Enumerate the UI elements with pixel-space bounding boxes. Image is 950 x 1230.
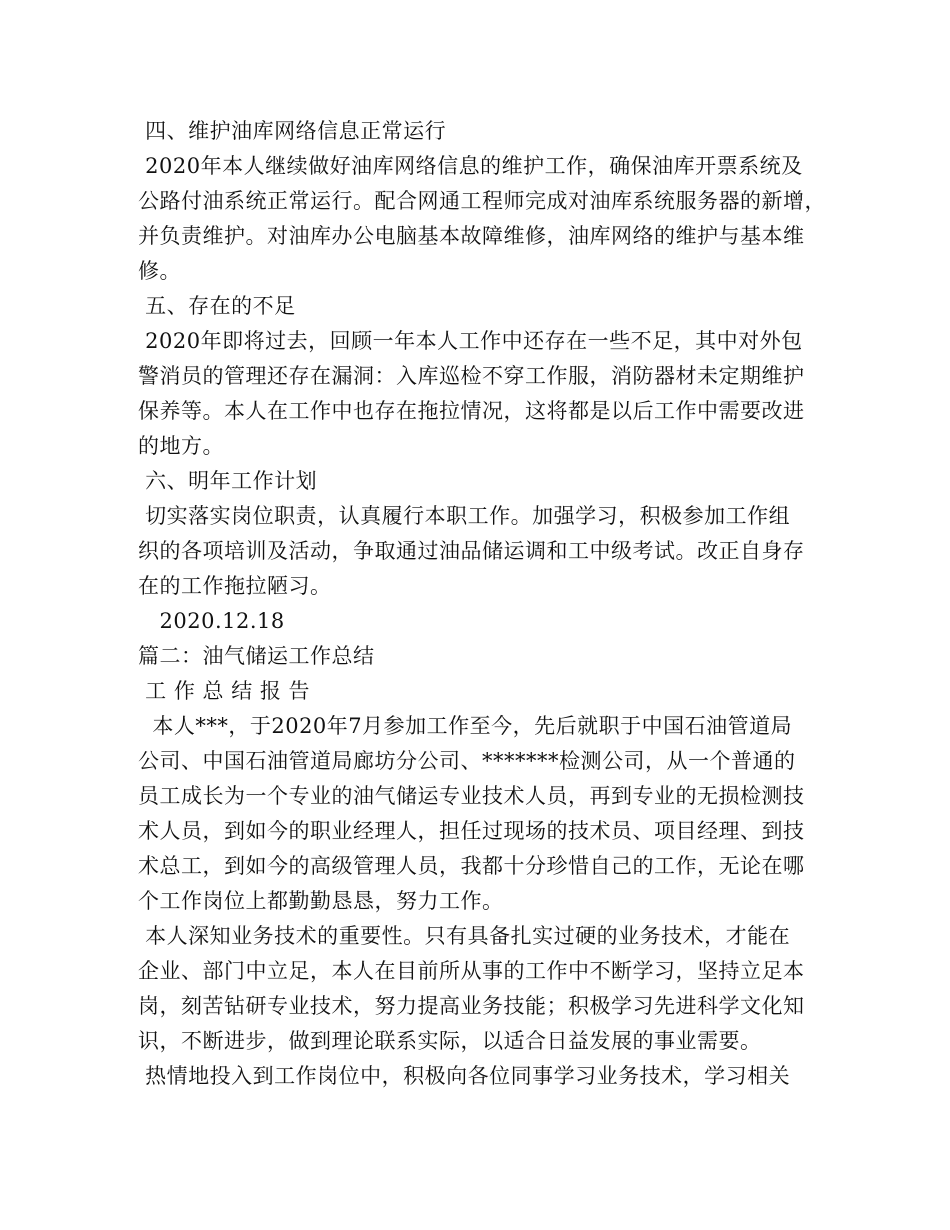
text-line: 织的各项培训及活动，争取通过油品储运调和工中级考试。改正自身存 [138,539,805,563]
text-line: 保养等。本人在工作中也存在拖拉情况，这将都是以后工作中需要改进 [138,399,805,423]
text-line: 本人深知业务技术的重要性。只有具备扎实过硬的业务技术，才能在 [138,924,791,948]
text-line: 个工作岗位上都勤勤恳恳，努力工作。 [138,889,504,913]
text-line: 员工成长为一个专业的油气储运专业技术人员，再到专业的无损检测技 [138,784,805,808]
text-line: 本人***，于2020年7月参加工作至今，先后就职于中国石油管道局 [138,714,793,738]
section-heading-4: 四、维护油库网络信息正常运行 [138,119,447,143]
text-line: 公路付油系统正常运行。配合网通工程师完成对油库系统服务器的新增， [138,189,826,213]
text-line: 公司、中国石油管道局廊坊分公司、*******检测公司，从一个普通的 [138,749,796,773]
text-line: 术人员，到如今的职业经理人，担任过现场的技术员、项目经理、到技 [138,819,805,843]
text-line: 的地方。 [138,434,224,458]
text-line: 岗，刻苦钻研专业技术，努力提高业务技能；积极学习先进科学文化知 [138,994,805,1018]
part-two-title: 篇二：油气储运工作总结 [138,644,375,668]
text-line: 热情地投入到工作岗位中，积极向各位同事学习业务技术，学习相关 [138,1064,791,1088]
text-line: 企业、部门中立足，本人在目前所从事的工作中不断学习，坚持立足本 [138,959,805,983]
text-line: 切实落实岗位职责，认真履行本职工作。加强学习，积极参加工作组 [138,504,791,528]
text-line: 术总工，到如今的高级管理人员，我都十分珍惜自己的工作，无论在哪 [138,854,805,878]
text-line: 警消员的管理还存在漏洞：入库巡检不穿工作服，消防器材未定期维护 [138,364,805,388]
report-title: 工 作 总 结 报 告 [138,679,311,703]
text-line: 2020年本人继续做好油库网络信息的维护工作，确保油库开票系统及 [138,154,803,178]
text-line: 修。 [138,259,181,283]
date-line: 2020.12.18 [138,609,285,633]
section-heading-5: 五、存在的不足 [138,294,296,318]
text-line: 并负责维护。对油库办公电脑基本故障维修，油库网络的维护与基本维 [138,224,805,248]
text-line: 2020年即将过去，回顾一年本人工作中还存在一些不足，其中对外包 [138,329,803,353]
section-heading-6: 六、明年工作计划 [138,469,318,493]
text-line: 识，不断进步，做到理论联系实际，以适合日益发展的事业需要。 [138,1029,762,1053]
text-line: 在的工作拖拉陋习。 [138,574,332,598]
